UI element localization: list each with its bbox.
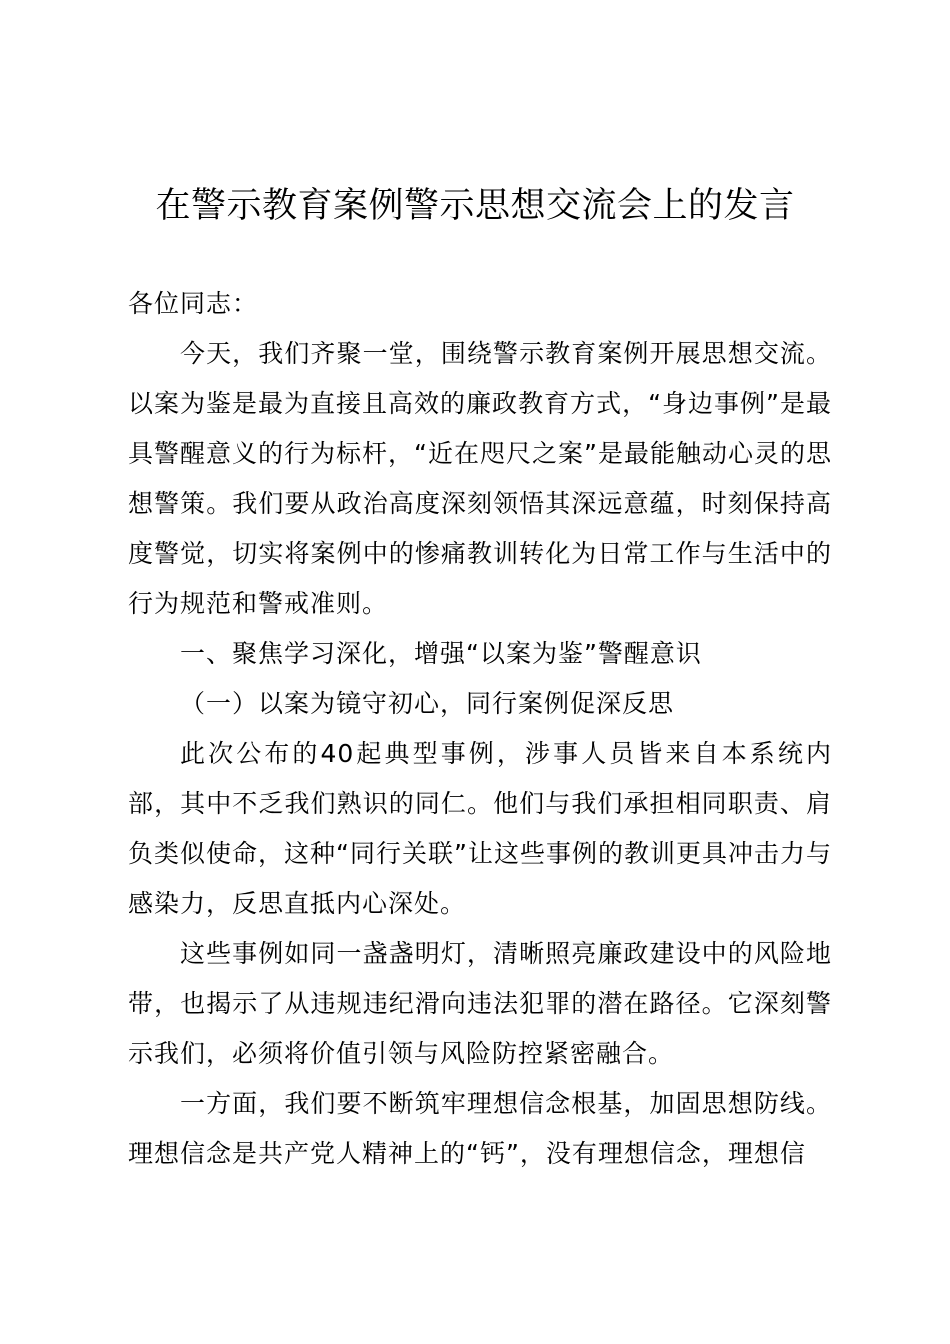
paragraph-lamps: 这些事例如同一盏盏明灯，清晰照亮廉政建设中的风险地带，也揭示了从违规违纪滑向违法犯罪的潜在路径。它深刻警示我们，必须将价值引领与风险防控紧密融合。 xyxy=(128,939,832,1068)
document-title: 在警示教育案例警示思想交流会上的发言 xyxy=(155,186,795,226)
paragraph-beliefs: 一方面，我们要不断筑牢理想信念根基，加固思想防线。理想信念是共产党人精神上的“钙”，没有理想信念，理想信 xyxy=(128,1089,832,1168)
subsection-heading: （一）以案为镜守初心，同行案例促深反思 xyxy=(180,689,675,718)
salutation: 各位同志： xyxy=(128,289,259,318)
document-body xyxy=(128,279,832,1179)
paragraph-intro: 今天，我们齐聚一堂，围绕警示教育案例开展思想交流。以案为鉴是最为直接且高效的廉政教育方式，“身边事例”是最具警醒意义的行为标杆，“近在咫尺之案”是最能触动心灵的思想警策。我们要从政治高度深刻领悟其深远意蕴，时刻保持高度警觉，切实将案例中的惨痛教训转化为日常工作与生活中的行为规范和警戒准则。 xyxy=(128,339,832,618)
section-heading: 一、聚焦学习深化，增强“以案为鉴”警醒意识 xyxy=(180,639,702,668)
paragraph-cases: 此次公布的40起典型事例，涉事人员皆来自本系统内部，其中不乏我们熟识的同仁。他们与我们承担相同职责、肩负类似使命，这种“同行关联”让这些事例的教训更具冲击力与感染力，反思直抵内心深处。 xyxy=(128,739,832,918)
